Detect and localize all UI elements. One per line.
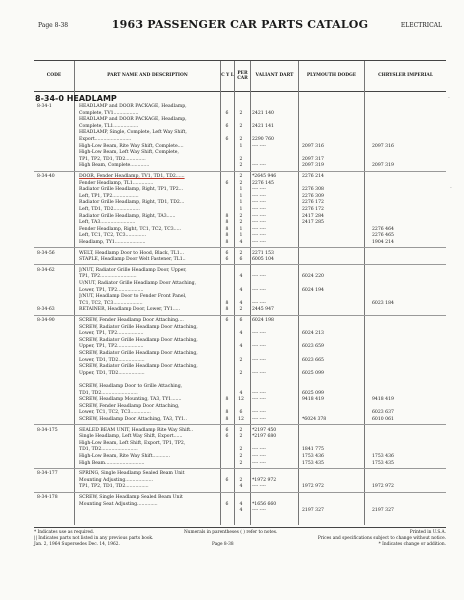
cylinder-count: 8 [225, 226, 229, 232]
plymouth-dodge-part-number: 2097 317 [302, 156, 324, 162]
part-description: High Beam........................... [79, 460, 145, 466]
part-description: Radiator Grille Headlamp, Right, TA3...... [79, 213, 176, 219]
quantity-per-car: 2 [239, 250, 243, 256]
part-description: DOOR, Fender Headlamp, TV1, TD1, TD2...... [79, 174, 185, 179]
footer-date: Jan. 2, 1964 Supersedes Dec. 14, 1962. [34, 542, 120, 547]
row-separator [34, 171, 446, 172]
footer-note: Prices and specifications subject to change without notice. [317, 536, 446, 541]
part-description: HEADLAMP and DOOR PACKAGE, Headlamp, [79, 117, 187, 123]
valiant-dart-part-number: ---- ---- [252, 226, 266, 232]
part-description: Radiator Grille Headlamp, Right, TP1, TP2... [79, 187, 184, 193]
scan-mark: · [450, 185, 452, 192]
part-description: WELT, Headlamp Door to Hood, Black, TL1... [79, 250, 185, 256]
cylinder-count: 8 [225, 300, 229, 306]
plymouth-dodge-part-number: 2276 308 [302, 187, 324, 193]
valiant-dart-part-number: *1972 972 [252, 477, 277, 483]
part-description: High-Low Beam, Rite Way Shift............ [79, 454, 170, 459]
part-description: Mounting Adjusting................... [79, 477, 154, 483]
part-description: Complete, TV1................. [79, 110, 139, 116]
part-description: HEADLAMP and DOOR PACKAGE, Headlamp, [79, 104, 187, 109]
block-title: 8-34-0 HEADLAMP [35, 94, 117, 103]
part-description: TP1, TP2......................... [79, 274, 137, 280]
valiant-dart-part-number: ---- ---- [252, 300, 266, 306]
quantity-per-car: 2 [239, 180, 243, 186]
part-description: Export......................... [79, 137, 132, 142]
part-description: Radiator Grille Headlamp, Right, TD1, TD2... [79, 200, 185, 206]
part-code: 8-34-63 [37, 307, 55, 313]
quantity-per-car: 12 [238, 417, 244, 422]
valiant-dart-part-number: ---- ---- [252, 287, 266, 293]
quantity-per-car: 4 [239, 508, 243, 514]
footer-note: * Indicates use as required. [34, 530, 95, 535]
chrysler-imperial-part-number: 2097 319 [372, 163, 394, 169]
valiant-dart-part-number: ---- ---- [252, 357, 266, 363]
part-description: SEALED BEAM UNIT, Headlamp Rite Way Shift.. [79, 427, 194, 433]
quantity-per-car: 6 [239, 318, 243, 323]
quantity-per-car: 2 [239, 220, 243, 226]
row-separator [34, 492, 446, 493]
cylinder-count: 6 [225, 257, 229, 263]
quantity-per-car: 2 [239, 357, 243, 363]
table-row [34, 239, 446, 246]
plymouth-dodge-part-number: 6024 220 [302, 274, 324, 280]
part-description: SCREW, Fender Headlamp Door Attaching.... [79, 318, 184, 323]
part-code: 8-34-90 [37, 318, 55, 323]
cylinder-count: 6 [225, 137, 229, 142]
part-description: SCREW, Fender Headlamp Door Attaching, [79, 403, 180, 409]
quantity-per-car: 2 [239, 427, 243, 433]
part-description: Fender Headlamp, Right, TC1, TC2, TC3..... [79, 226, 181, 232]
valiant-dart-part-number: 2421 140 [252, 110, 274, 116]
cylinder-count: 6 [225, 318, 229, 323]
table-row [34, 460, 446, 467]
part-description: SCREW, Single Headlamp Sealed Beam Unit [79, 495, 183, 500]
row-separator [34, 468, 446, 469]
part-description: TP1, TP2, TD1, TD2................ [79, 484, 149, 490]
part-description: HEADLAMP, Single, Complete, Left Way Shift, [79, 130, 187, 136]
quantity-per-car: 1 [239, 193, 243, 199]
quantity-per-car: 2 [239, 460, 243, 466]
col-valiant-dart: VALIANT DART [250, 61, 298, 91]
part-code: 8-34-40 [37, 174, 55, 179]
part-description: J/NUT, Radiator Grille Headlamp Door, Upper, [79, 267, 187, 273]
part-description: U/NUT, Radiator Grille Headlamp Door Attaching, [79, 281, 197, 286]
plymouth-dodge-part-number: 6024 213 [302, 331, 324, 337]
plymouth-dodge-part-number: 6024 194 [302, 287, 324, 293]
cylinder-count: 8 [225, 417, 229, 422]
valiant-dart-part-number: ---- ---- [252, 213, 266, 219]
part-description: High Beam, Complete............. [79, 163, 150, 169]
plymouth-dodge-part-number: 6023 659 [302, 344, 324, 350]
part-description: TP1, TP2, TD1, TD2.............. [79, 156, 146, 162]
footer-rule [34, 527, 446, 528]
chrysler-imperial-part-number: 6023 637 [372, 410, 394, 416]
valiant-dart-part-number: ---- ---- [252, 460, 266, 466]
plymouth-dodge-part-number: 1841 775 [302, 447, 324, 453]
quantity-per-car: 4 [239, 390, 243, 396]
quantity-per-car: 6 [239, 257, 243, 263]
valiant-dart-part-number: ---- ---- [252, 484, 266, 490]
valiant-dart-part-number: ---- ---- [252, 163, 266, 169]
valiant-dart-part-number: 6024 198 [252, 318, 274, 323]
valiant-dart-part-number: ---- ---- [252, 370, 266, 376]
cylinder-count: 8 [225, 397, 229, 403]
plymouth-dodge-part-number: 6025 099 [302, 390, 324, 396]
part-description: Lower, TP1, TP2.................. [79, 287, 144, 293]
cylinder-count: 6 [225, 180, 229, 186]
valiant-dart-part-number: ---- ---- [252, 143, 266, 149]
valiant-dart-part-number: 2445 947 [252, 307, 274, 313]
valiant-dart-part-number: ---- ---- [252, 220, 266, 226]
table-row [34, 507, 446, 514]
cylinder-count: 6 [225, 434, 229, 440]
part-description: Left, TA3........................ [79, 220, 136, 226]
part-description: Lower, TC1, TC2, TC3.............. [79, 410, 151, 416]
part-description: SPRING, Single Headlamp Sealed Beam Unit [79, 471, 185, 477]
part-description: Complete, TL1................. [79, 123, 139, 129]
valiant-dart-part-number: ---- ---- [252, 344, 266, 350]
chrysler-imperial-part-number: 6010 061 [372, 417, 394, 422]
cylinder-count: 6 [225, 477, 229, 483]
part-description: Upper, TD1, TD2.................. [79, 370, 145, 376]
valiant-dart-part-number: ---- ---- [252, 390, 266, 396]
quantity-per-car: 1 [239, 200, 243, 206]
plymouth-dodge-part-number: 1753 436 [302, 454, 324, 459]
part-description: SCREW, Radiator Grille Headlamp Door Attaching, [79, 364, 198, 370]
quantity-per-car: 4 [239, 274, 243, 280]
part-description: Mounting Seat Adjusting.............. [79, 501, 158, 507]
chrysler-imperial-part-number: 2276 464 [372, 226, 394, 232]
part-description: TD1, TD2......................... [79, 390, 138, 396]
quantity-per-car: 1 [239, 143, 243, 149]
valiant-dart-part-number: ---- ---- [252, 274, 266, 280]
footer-note: || Indicates parts not listed in any previous parts book. [34, 536, 154, 541]
valiant-dart-part-number: ---- ---- [252, 207, 266, 212]
cylinder-count: 8 [225, 307, 229, 313]
part-description: SCREW, Headlamp Door to Grille Attaching, [79, 384, 183, 389]
quantity-per-car: 4 [239, 344, 243, 350]
valiant-dart-part-number: 6005 104 [252, 257, 274, 263]
cylinder-count: 6 [225, 250, 229, 256]
chrysler-imperial-part-number: 2097 316 [372, 143, 394, 149]
col-cyl: C Y L [220, 61, 234, 91]
quantity-per-car: 2 [239, 447, 243, 453]
valiant-dart-part-number: ---- ---- [252, 410, 266, 416]
plymouth-dodge-part-number: *6024 378 [302, 417, 327, 422]
quantity-per-car: 2 [239, 174, 243, 179]
part-description: TC1, TC2, TC3.................... [79, 300, 143, 306]
quantity-per-car: 4 [239, 300, 243, 306]
valiant-dart-part-number: ---- ---- [252, 240, 266, 245]
col-code: CODE [46, 73, 62, 79]
footer-printed: Printed in U.S.A. [409, 530, 446, 535]
quantity-per-car: 2 [239, 370, 243, 376]
cylinder-count: 6 [225, 123, 229, 129]
quantity-per-car: 4 [239, 501, 243, 507]
part-description: SCREW, Headlamp Door Attaching, TA3, TY1.. [79, 417, 187, 422]
valiant-dart-part-number: *2645 946 [252, 174, 277, 179]
part-description: STAPLE, Headlamp Door Welt Fastener, TL1.. [79, 257, 186, 263]
quantity-per-car: 4 [239, 287, 243, 293]
quantity-per-car: 6 [239, 410, 243, 416]
quantity-per-car: 1 [239, 226, 243, 232]
part-code: 8-34-175 [37, 427, 58, 433]
catalog-title: 1963 PASSENGER CAR PARTS CATALOG [111, 18, 369, 31]
chrysler-imperial-part-number: 1904 214 [372, 240, 394, 245]
footer-page: Page 8-38 [212, 542, 234, 547]
chrysler-imperial-part-number: 1753 435 [372, 460, 394, 466]
plymouth-dodge-part-number: 6025 099 [302, 370, 324, 376]
valiant-dart-part-number: ---- ---- [252, 397, 266, 403]
quantity-per-car: 1 [239, 207, 243, 212]
part-code: 8-34-62 [37, 267, 55, 273]
valiant-dart-part-number: ---- ---- [252, 454, 266, 459]
row-separator [34, 264, 446, 265]
footer-note: Numerals in parentheses ( ) refer to notes. [184, 530, 278, 535]
part-description: High-Low Beam, Left Way Shift, Complete, [79, 150, 179, 156]
plymouth-dodge-part-number: 1753 435 [302, 460, 324, 466]
part-description: Left, TD1, TD2.................. [79, 207, 140, 212]
plymouth-dodge-part-number: 2417 284 [302, 213, 324, 219]
quantity-per-car: 4 [239, 484, 243, 490]
plymouth-dodge-part-number: 2417 285 [302, 220, 324, 226]
col-description: PART NAME AND DESCRIPTION [74, 61, 220, 91]
plymouth-dodge-part-number: 2276 309 [302, 193, 324, 199]
part-code: 8-34-1 [37, 104, 52, 109]
valiant-dart-part-number: *2197 450 [252, 427, 277, 433]
cylinder-count: 6 [225, 501, 229, 507]
part-description: High-Low Beam, Left Shift, Export, TP1, TP2, [79, 440, 186, 446]
plymouth-dodge-part-number: 2276 172 [302, 207, 324, 212]
cylinder-count: 6 [225, 110, 229, 116]
part-description: Single Headlamp, Left Way Shift, Export...... [79, 434, 183, 440]
valiant-dart-part-number: 2290 760 [252, 137, 274, 142]
table-row [34, 256, 446, 263]
quantity-per-car: 2 [239, 110, 243, 116]
col-plymouth-dodge: PLYMOUTH DODGE [298, 61, 364, 91]
part-description: Lower, TD1, TD2.................. [79, 357, 145, 363]
valiant-dart-part-number: ---- ---- [252, 331, 266, 337]
quantity-per-car: 4 [239, 331, 243, 337]
quantity-per-car: 2 [239, 454, 243, 459]
part-code: 8-34-177 [37, 471, 58, 477]
part-description: Lower, TP1, TP2.................. [79, 331, 144, 337]
row-separator [34, 424, 446, 425]
table-row [34, 483, 446, 490]
table-row [34, 416, 446, 423]
chrysler-imperial-part-number: 1972 972 [372, 484, 394, 490]
part-description: TD1, TD2......................... [79, 447, 138, 453]
cylinder-count: 8 [225, 213, 229, 219]
part-description: High-Low Beam, Rite Way Shift, Complete.... [79, 143, 184, 149]
cylinder-count: 8 [225, 220, 229, 226]
valiant-dart-part-number: ---- ---- [252, 508, 266, 514]
footer-note: * Indicates change or addition. [378, 542, 446, 547]
valiant-dart-part-number: ---- ---- [252, 417, 266, 422]
part-description: J/NUT, Headlamp Door to Fender Front Panel, [79, 294, 187, 300]
cylinder-count: 8 [225, 233, 229, 239]
page-header [38, 18, 442, 32]
chrysler-imperial-part-number: 1753 436 [372, 454, 394, 459]
part-description: Upper, TP1, TP2.................. [79, 344, 144, 350]
column-header [34, 60, 446, 92]
plymouth-dodge-part-number: 2276 214 [302, 174, 324, 179]
plymouth-dodge-part-number: 6023 665 [302, 357, 324, 363]
part-description: SCREW, Radiator Grille Headlamp Door Attaching, [79, 337, 198, 343]
part-description: SCREW, Radiator Grille Headlamp Door Attaching, [79, 351, 198, 356]
cylinder-count: 8 [225, 240, 229, 245]
valiant-dart-part-number: ---- ---- [252, 233, 266, 239]
part-code: 8-34-56 [37, 250, 55, 256]
part-description: Left, TP1, TP2.................. [79, 193, 139, 199]
part-description: Fender Headlamp, TL1.............. [79, 180, 154, 186]
valiant-dart-part-number: ---- ---- [252, 447, 266, 453]
col-per-car: PER CAR [234, 61, 250, 91]
valiant-dart-part-number: 2421 141 [252, 123, 274, 129]
quantity-per-car: 2 [239, 307, 243, 313]
quantity-per-car: 2 [239, 213, 243, 219]
quantity-per-car: 2 [239, 477, 243, 483]
quantity-per-car: 12 [238, 397, 244, 403]
quantity-per-car: 1 [239, 187, 243, 193]
chrysler-imperial-part-number: 6023 184 [372, 300, 394, 306]
cylinder-count: 8 [225, 410, 229, 416]
plymouth-dodge-part-number: 2097 316 [302, 143, 324, 149]
plymouth-dodge-part-number: 2276 172 [302, 200, 324, 206]
valiant-dart-part-number: ---- ---- [252, 187, 266, 193]
cylinder-count: 6 [225, 427, 229, 433]
col-chrysler-imperial: CHRYSLER IMPERIAL [364, 61, 446, 91]
part-description: Headlamp, TY1..................... [79, 240, 146, 245]
row-separator [34, 247, 446, 248]
part-description: SCREW, Headlamp Mounting, TA3, TY1....... [79, 397, 182, 403]
valiant-dart-part-number: *2197 680 [252, 434, 277, 440]
chrysler-imperial-part-number: 9418 419 [372, 397, 394, 403]
section-label: ELECTRICAL [400, 22, 442, 29]
quantity-per-car: 2 [239, 123, 243, 129]
valiant-dart-part-number: ---- ---- [252, 193, 266, 199]
quantity-per-car: 2 [239, 163, 243, 169]
valiant-dart-part-number: 2271 153 [252, 250, 274, 256]
valiant-dart-part-number: ---- ---- [252, 200, 266, 206]
scan-mark: · [448, 95, 450, 102]
chrysler-imperial-part-number: 2276 465 [372, 233, 394, 239]
page-number-label: Page 8-38 [38, 22, 69, 29]
quantity-per-car: 2 [239, 137, 243, 142]
chrysler-imperial-part-number: 2197 327 [372, 508, 394, 514]
part-description: SCREW, Radiator Grille Headlamp Door Attaching, [79, 324, 198, 330]
quantity-per-car: 4 [239, 240, 243, 245]
valiant-dart-part-number: *1656 660 [252, 501, 277, 507]
quantity-per-car: 2 [239, 434, 243, 440]
table-row [34, 306, 446, 313]
part-description: Left, TC1, TC2, TC3.............. [79, 233, 147, 239]
part-description: RETAINER, Headlamp Door, Lower, TY1..... [79, 307, 181, 313]
plymouth-dodge-part-number: 1972 972 [302, 484, 324, 490]
plymouth-dodge-part-number: 2097 319 [302, 163, 324, 169]
table-row [34, 162, 446, 169]
part-code: 8-34-178 [37, 495, 58, 500]
valiant-dart-part-number: 2276 145 [252, 180, 274, 186]
plymouth-dodge-part-number: 9418 419 [302, 397, 324, 403]
plymouth-dodge-part-number: 2197 327 [302, 508, 324, 514]
quantity-per-car: 1 [239, 233, 243, 239]
quantity-per-car: 2 [239, 156, 243, 162]
row-separator [34, 315, 446, 316]
